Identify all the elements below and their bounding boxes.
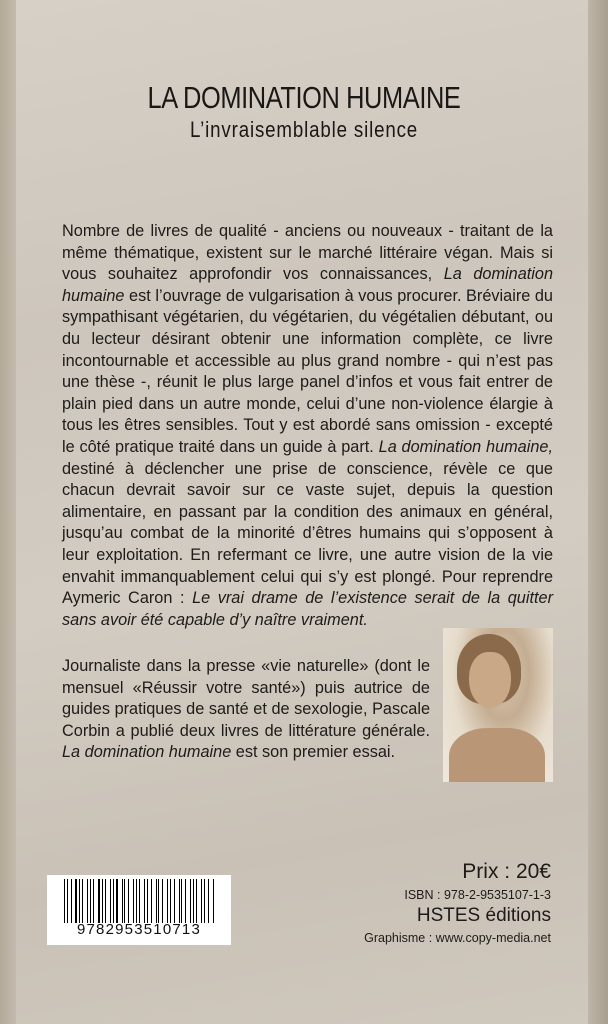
barcode-bar bbox=[93, 879, 94, 923]
barcode-bar bbox=[113, 879, 114, 923]
barcode-bar bbox=[122, 879, 123, 923]
barcode-bar bbox=[136, 879, 137, 923]
barcode-bar bbox=[196, 879, 197, 923]
barcode-bar bbox=[102, 879, 103, 923]
author-bio bbox=[62, 656, 430, 764]
barcode-bar bbox=[133, 879, 134, 923]
barcode-bar bbox=[208, 879, 209, 923]
barcode-bar bbox=[90, 879, 91, 923]
barcode-bar bbox=[116, 879, 118, 923]
barcode-bar bbox=[213, 879, 214, 923]
barcode-bar bbox=[181, 879, 182, 923]
barcode-bar bbox=[105, 879, 106, 923]
barcode-bar bbox=[147, 879, 148, 923]
isbn: ISBN : 978-2-9535107-1-3 bbox=[404, 888, 551, 902]
author-bio-italic-title: La domination humaine bbox=[62, 743, 232, 762]
design-credit: Graphisme : www.copy-media.net bbox=[364, 931, 551, 945]
barcode-bar bbox=[71, 879, 72, 923]
summary-paragraph bbox=[62, 221, 553, 631]
barcode-bar bbox=[82, 879, 83, 923]
barcode-bar bbox=[98, 879, 100, 923]
author-bio-text: est son premier essai. bbox=[231, 743, 396, 762]
summary-text: destiné à déclencher une prise de conscience, révèle ce que chacun devrait savoir sur ce vaste sujet, depuis la question alimentaire, en passant par la condition des animaux en général, jusqu’au combat de la minorité d’êtres humains qui s’opposent à leur exploitation. En refermant ce livre, une autre vision de la vie envahit immanquablement celui qui s’y est plongé. Pour reprendre Aymeric Caron : bbox=[62, 459, 553, 608]
summary-text: est l’ouvrage de vulgarisation à vous procurer. Bréviaire du sympathisant végétarien, du végétarien, du végétalien débutant, ou du lecteur désirant obtenir une information complète, ce livre incontournable et accessible au plus grand nombre - qui n’est pas une thèse -, réunit le plus large panel d’infos et vous fait entrer de plain pied dans un autre monde, celui d’une non-violence élargie à tous les êtres sensibles. Tout y est abordé sans omission - excepté le côté pratique traité dans un guide à part. bbox=[62, 286, 553, 456]
photo-face bbox=[469, 652, 511, 708]
book-subtitle: L’invraisemblable silence bbox=[189, 117, 419, 142]
barcode-bar bbox=[87, 879, 88, 923]
summary-italic-title: La domination humaine, bbox=[378, 437, 553, 456]
barcode-bar bbox=[162, 879, 163, 923]
barcode-bar bbox=[174, 879, 175, 923]
barcode-bar bbox=[75, 879, 77, 923]
summary-italic-title: La domination humaine bbox=[62, 265, 553, 305]
barcode-bar bbox=[128, 879, 129, 923]
author-photo bbox=[443, 628, 553, 782]
barcode-number: 9782953510713 bbox=[76, 921, 202, 938]
barcode-bar bbox=[64, 879, 65, 923]
barcode-bars bbox=[64, 879, 214, 923]
barcode-bar bbox=[170, 879, 172, 923]
barcode-bar bbox=[144, 879, 146, 923]
barcode-bar bbox=[151, 879, 152, 923]
barcode-bar bbox=[139, 879, 140, 923]
isbn-barcode bbox=[47, 875, 231, 945]
summary-text: Nombre de livres de qualité - anciens ou nouveaux - traitant de la même thématique, existent sur le marché littéraire végan. Mais si vous souhaitez approfondir vos connaissances, bbox=[62, 222, 553, 284]
barcode-bar bbox=[179, 879, 180, 923]
barcode-bar bbox=[124, 879, 125, 923]
barcode-bar bbox=[204, 879, 205, 923]
barcode-bar bbox=[201, 879, 203, 923]
publisher: HSTES éditions bbox=[416, 905, 551, 926]
book-title: LA DOMINATION HUMAINE bbox=[147, 80, 461, 115]
barcode-bar bbox=[158, 879, 159, 923]
summary-quote: Le vrai drame de l’existence serait de la quitter sans avoir été capable d’y naître vraiment. bbox=[62, 589, 553, 629]
barcode-bar bbox=[156, 879, 157, 923]
barcode-bar bbox=[185, 879, 186, 923]
author-bio-text: Journaliste dans la presse «vie naturelle» (dont le mensuel «Réussir votre santé») puis autrice de guides pratiques de santé et de sexologie, Pascale Corbin a publié deux livres de littérature générale. bbox=[62, 657, 430, 740]
barcode-bar bbox=[67, 879, 68, 923]
barcode-bar bbox=[110, 879, 111, 923]
barcode-bar bbox=[190, 879, 191, 923]
barcode-bar bbox=[167, 879, 168, 923]
barcode-bar bbox=[193, 879, 194, 923]
photo-shoulders bbox=[449, 728, 545, 782]
price: Prix : 20€ bbox=[462, 860, 551, 883]
barcode-bar bbox=[79, 879, 80, 923]
